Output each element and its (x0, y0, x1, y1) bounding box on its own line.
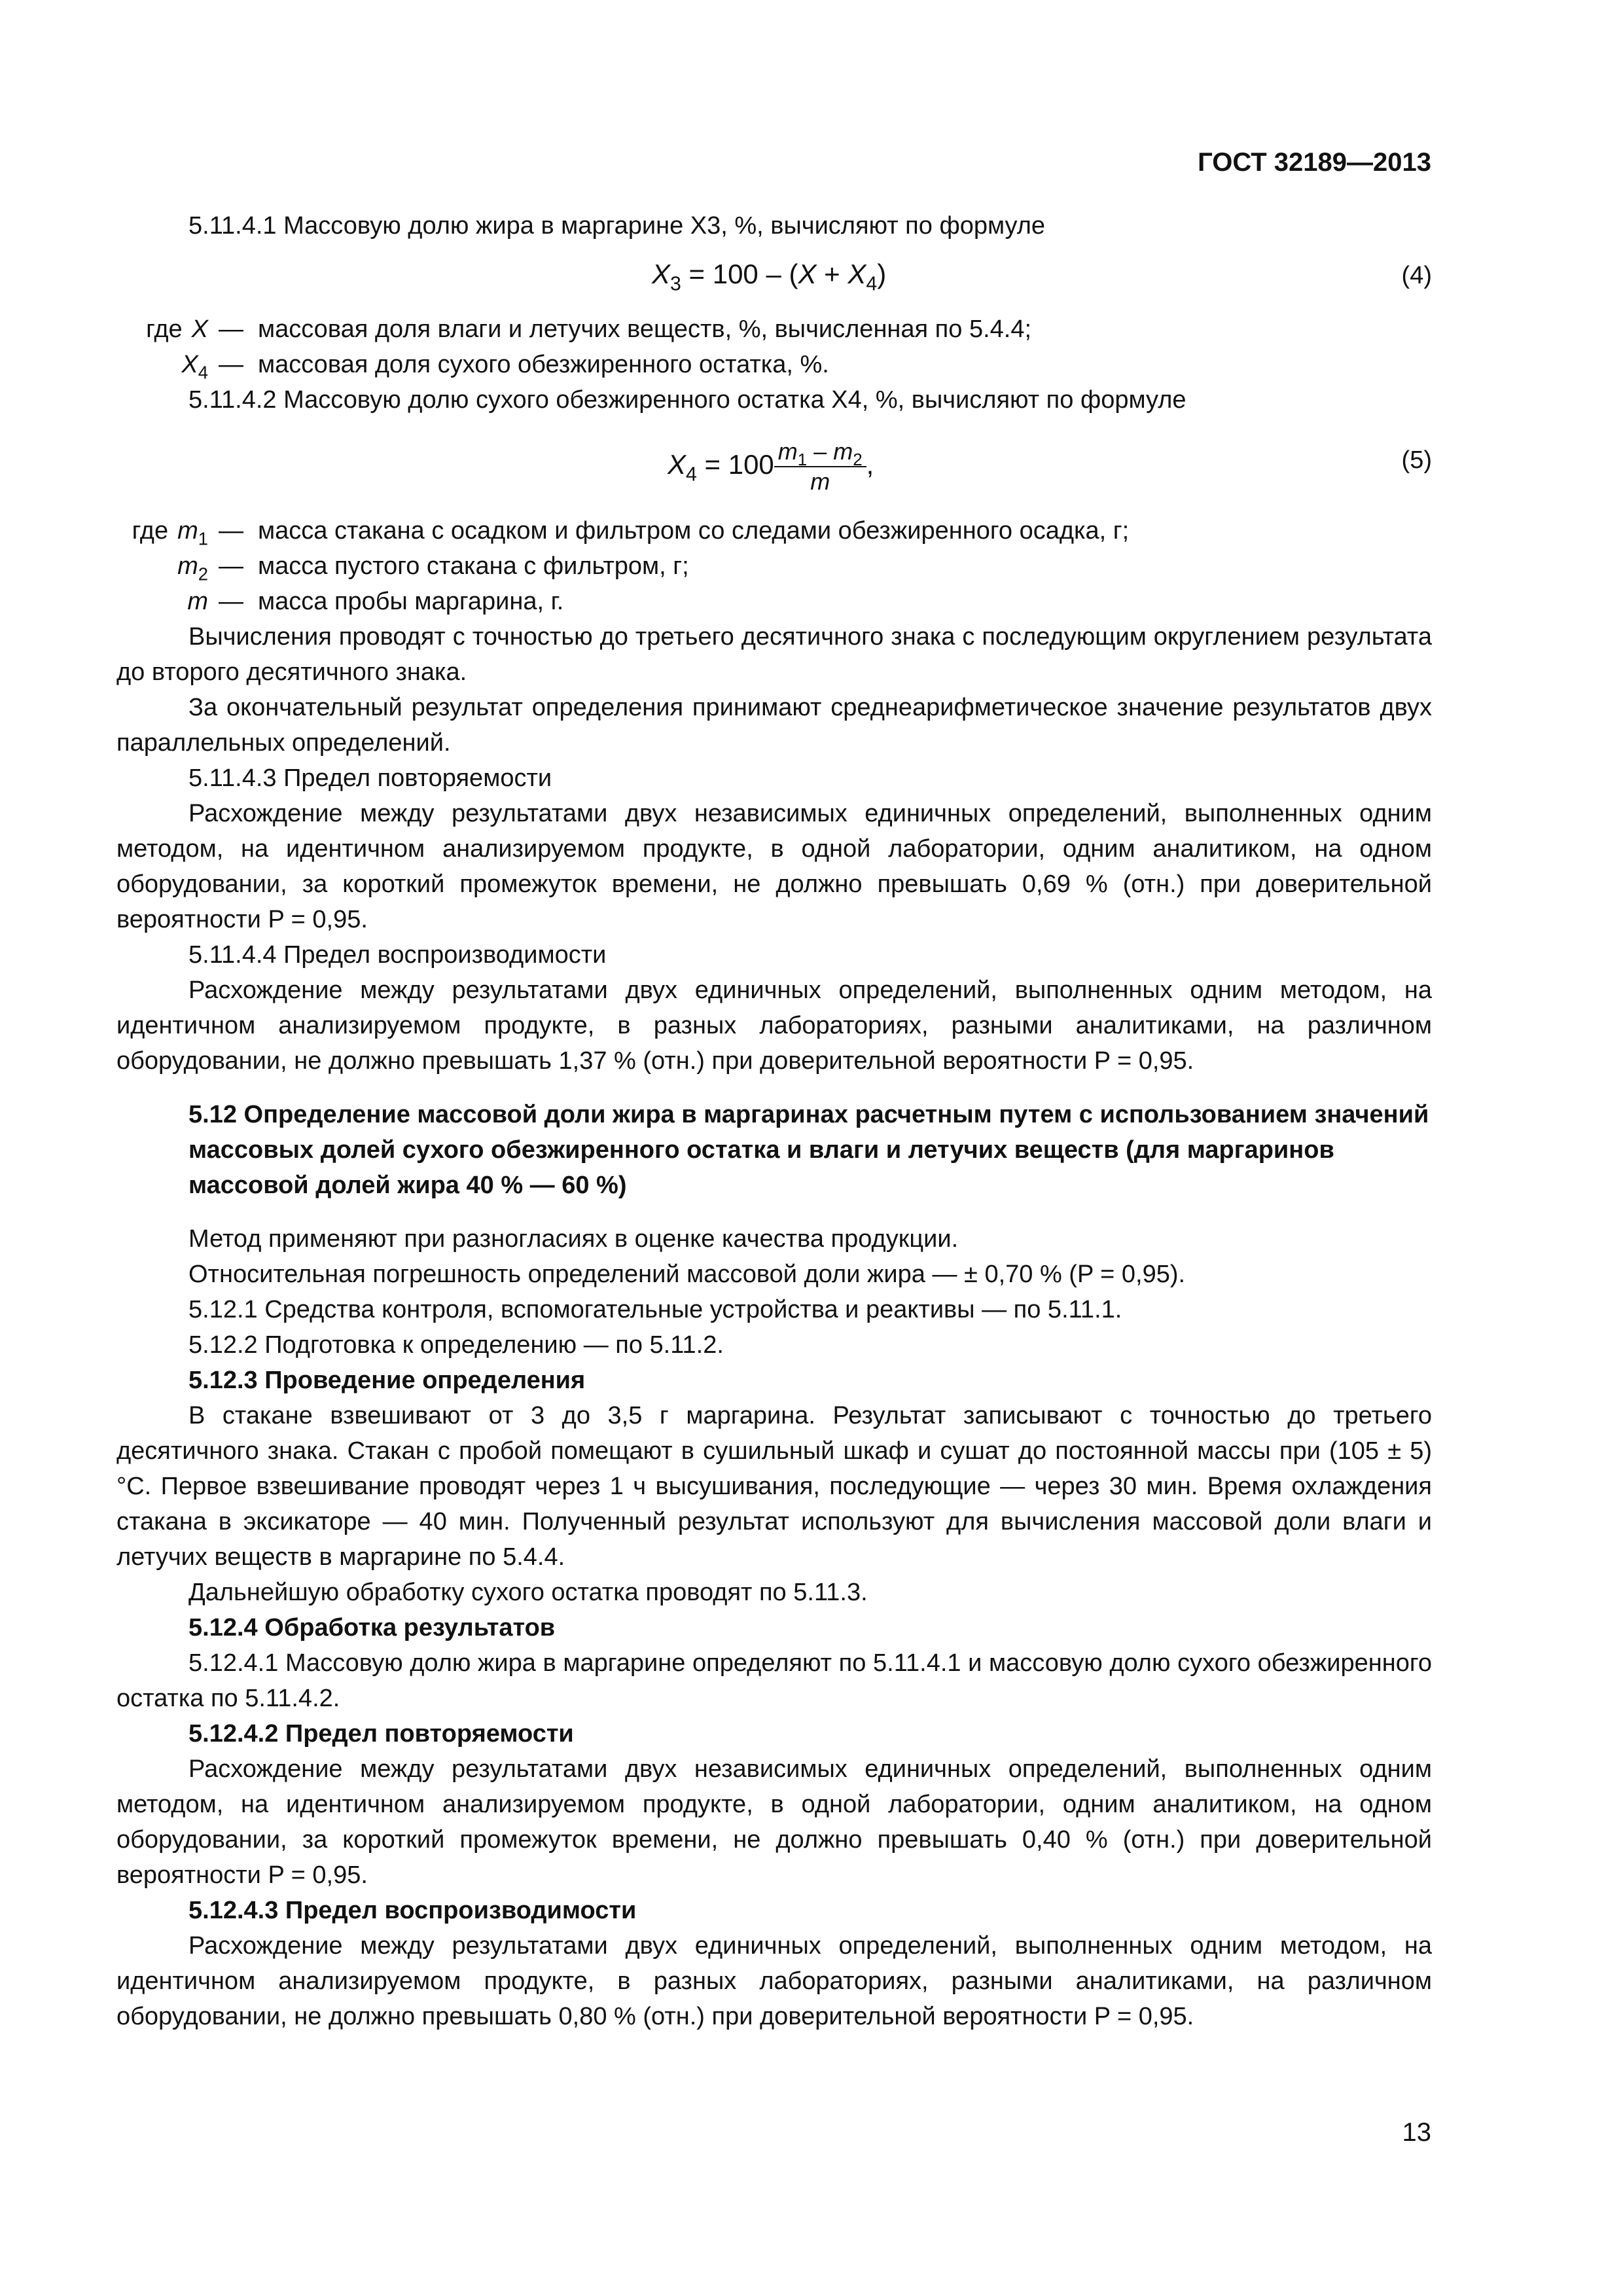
spacer (116, 1203, 1432, 1221)
where-symbol (116, 513, 219, 548)
paragraph: В стакане взвешивают от 3 до 3,5 г маргарина. Результат записывают с точностью до третьего десятичного знака. Стакан с пробой помещают в сушильный шкаф и сушат до постоянной массы при (105 ± 5) °С. Первое взвешивание проводят через 1 ч высушивания, последующие — через 30 мин. Время охлаждения стакана в эксикаторе — 40 мин. Полученный результат используют для вычисления массовой доли влаги и летучих веществ в маргарине по 5.4.4. (116, 1402, 1432, 1571)
page-number: 13 (1402, 2118, 1431, 2147)
where-var: X (191, 315, 208, 343)
where-lead: где (146, 315, 183, 343)
formula-op: + (816, 259, 848, 289)
paragraph: 5.12.1 Средства контроля, вспомогательные устройства и реактивы — по 5.11.1. (188, 1296, 1122, 1323)
paragraph: Расхождение между результатами двух независимых единичных определений, выполненных одним методом, на идентичном анализируемом продукте, в одной лаборатории, одним аналитиком, на одном оборудовании, за короткий промежуток времени, не должно превышать 0,69 % (отн.) при доверительной вероятности P = 0,95. (116, 800, 1432, 933)
formula-4-expression (652, 257, 887, 295)
where-symbol (116, 584, 219, 619)
paragraph: Метод применяют при разногласиях в оценке качества продукции. (188, 1225, 959, 1253)
subsection-heading: 5.12.4.3 Предел воспроизводимости (188, 1897, 637, 1924)
where-dash: — (219, 552, 243, 580)
where-var: m (187, 588, 208, 615)
formula-op: ) (877, 259, 887, 289)
page-body (116, 208, 1432, 2034)
where-dash: — (219, 517, 243, 545)
formula-op: = 100 (696, 449, 774, 480)
formula-var: X (798, 259, 817, 289)
where-row (116, 584, 1432, 619)
where-text: массовая доля влаги и летучих веществ, %, вычисленная по 5.4.4; (258, 315, 1032, 343)
formula-fraction (774, 437, 866, 496)
where-sub: 2 (198, 564, 208, 584)
formula-var: m (810, 468, 830, 495)
where-row (116, 548, 1432, 584)
formula-number: (5) (1401, 446, 1432, 474)
paragraph: Вычисления проводят с точностью до третьего десятичного знака с последующим округлением результата до второго десятичного знака. (116, 623, 1432, 686)
formula-number: (4) (1401, 262, 1432, 289)
where-lead: где (132, 517, 169, 545)
formula-var: X (652, 259, 671, 289)
paragraph: Расхождение между результатами двух единичных определений, выполненных одним методом, на идентичном анализируемом продукте, в разных лабораториях, разными аналитиками, на различном оборудовании, не должно превышать 1,37 % (отн.) при доверительной вероятности P = 0,95. (116, 977, 1432, 1075)
paragraph: Дальнейшую обработку сухого остатка проводят по 5.11.3. (188, 1579, 868, 1606)
where-text: масса пустого стакана с фильтром, г; (258, 552, 689, 580)
paragraph: 5.12.4.1 Массовую долю жира в маргарине определяют по 5.11.4.1 и массовую долю сухого обезжиренного остатка по 5.11.4.2. (116, 1649, 1432, 1712)
formula-sub: 4 (866, 273, 878, 295)
formula-sub: 3 (670, 273, 681, 295)
formula-var: m (833, 438, 853, 465)
formula-op: – (807, 438, 834, 465)
formula-op: = 100 – ( (681, 259, 798, 289)
where-sub: 1 (198, 528, 208, 549)
where-list-2 (116, 513, 1432, 619)
fraction-denominator (774, 467, 866, 496)
paragraph: Расхождение между результатами двух единичных определений, выполненных одним методом, на идентичном анализируемом продукте, в разных лабораториях, разными аналитиками, на различном оборудовании, не должно превышать 0,80 % (отн.) при доверительной вероятности P = 0,95. (116, 1932, 1432, 2030)
where-dash: — (219, 588, 243, 615)
paragraph: Относительная погрешность определений массовой доли жира — ± 0,70 % (P = 0,95). (188, 1261, 1186, 1288)
formula-var: X (847, 259, 866, 289)
where-text: массовая доля сухого обезжиренного остатка, %. (258, 351, 829, 378)
formula-5-expression (668, 437, 874, 496)
where-row (116, 347, 1432, 382)
formula-var: X (668, 449, 687, 480)
subsection-heading: 5.11.4.3 Предел повторяемости (188, 764, 552, 792)
where-dash: — (219, 351, 243, 378)
formula-5 (116, 418, 1432, 513)
where-symbol (116, 312, 219, 347)
where-symbol (116, 347, 219, 382)
where-text: масса пробы маргарина, г. (258, 588, 564, 615)
standard-header: ГОСТ 32189—2013 (1198, 148, 1431, 177)
formula-op: , (866, 449, 874, 480)
where-row (116, 312, 1432, 347)
where-text: масса стакана с осадком и фильтром со следами обезжиренного осадка, г; (258, 517, 1130, 545)
paragraph: Расхождение между результатами двух независимых единичных определений, выполненных одним методом, на идентичном анализируемом продукте, в одной лаборатории, одним аналитиком, на одном оборудовании, за короткий промежуток времени, не должно превышать 0,40 % (отн.) при доверительной вероятности P = 0,95. (116, 1755, 1432, 1889)
section-heading-5-12: 5.12 Определение массовой доли жира в маргаринах расчетным путем с использованием значений массовых долей сухого обезжиренного остатка и влаги и летучих веществ (для маргаринов массовой долей жира 40 % — 60 %) (188, 1101, 1429, 1199)
formula-sub: 2 (853, 451, 863, 470)
paragraph: 5.12.2 Подготовка к определению — по 5.11.2. (188, 1331, 724, 1359)
subsection-heading: 5.12.4.2 Предел повторяемости (188, 1720, 574, 1748)
where-var: X (181, 351, 198, 378)
where-list-1 (116, 312, 1432, 382)
paragraph-5-11-4-2: 5.11.4.2 Массовую долю сухого обезжиренного остатка X4, %, вычисляют по формуле (188, 386, 1186, 414)
where-symbol (116, 548, 219, 584)
formula-var: m (777, 438, 798, 465)
where-var: m (177, 552, 198, 580)
paragraph-5-11-4-1: 5.11.4.1 Массовую долю жира в маргарине X3, %, вычисляют по формуле (188, 212, 1045, 240)
subsection-heading: 5.12.4 Обработка результатов (188, 1614, 556, 1641)
fraction-numerator (774, 437, 866, 470)
where-dash: — (219, 315, 243, 343)
where-var: m (177, 517, 198, 545)
where-sub: 4 (198, 362, 208, 383)
formula-sub: 1 (797, 451, 808, 470)
paragraph: За окончательный результат определения принимают среднеарифметическое значение результатов двух параллельных определений. (116, 694, 1432, 757)
subsection-heading: 5.12.3 Проведение определения (188, 1367, 586, 1394)
subsection-heading: 5.11.4.4 Предел воспроизводимости (188, 941, 607, 969)
formula-4 (116, 243, 1432, 312)
where-row (116, 513, 1432, 548)
formula-sub: 4 (686, 463, 697, 486)
